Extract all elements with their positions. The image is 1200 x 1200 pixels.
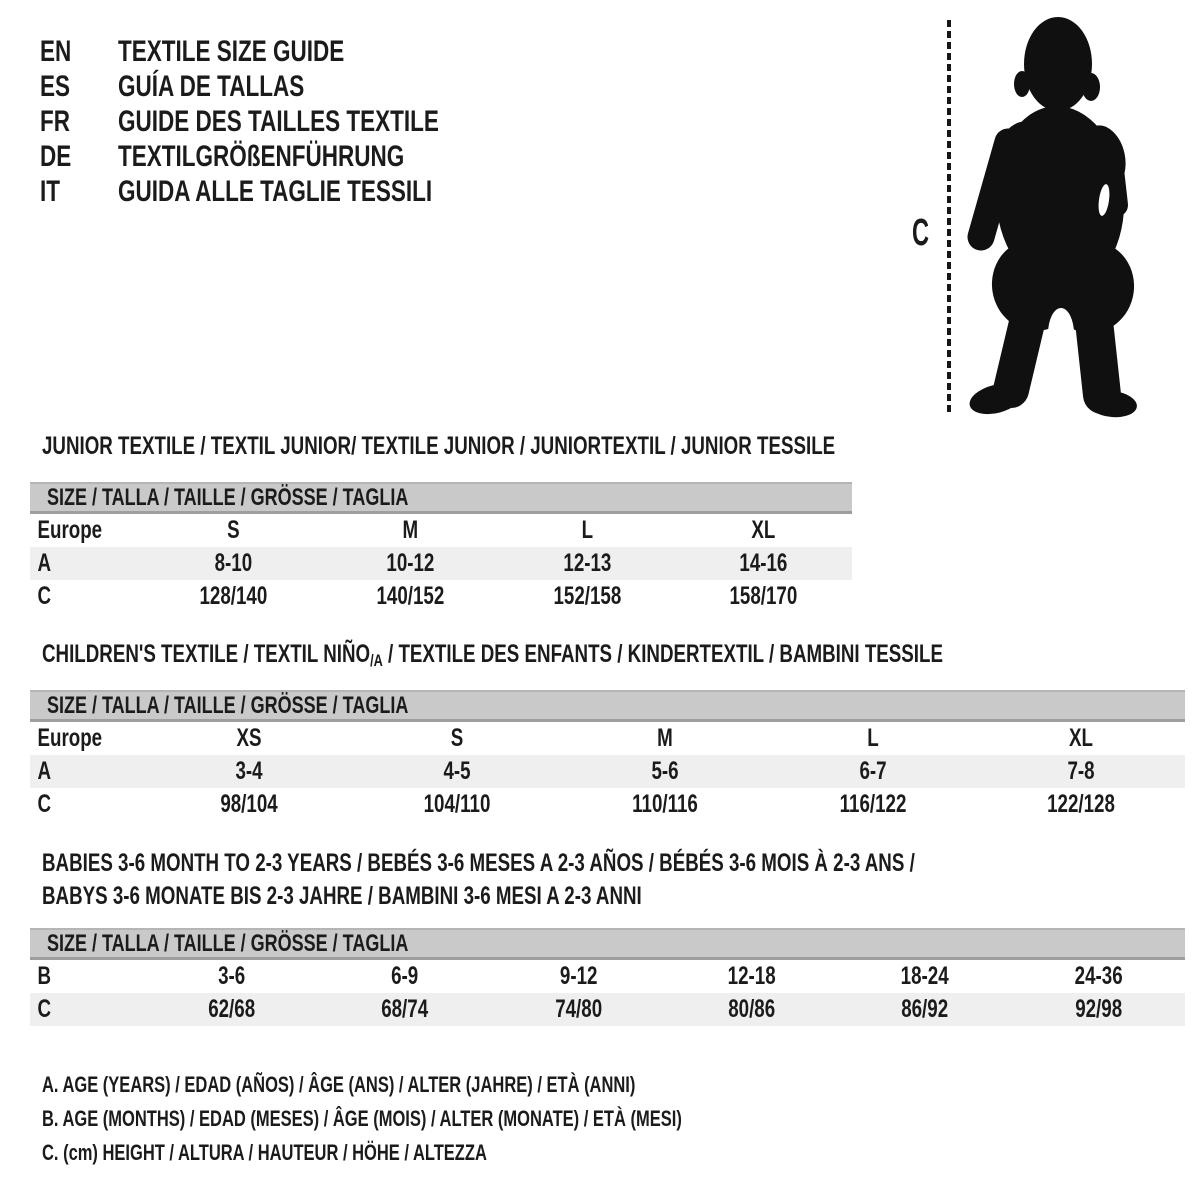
table-cell: 12-18 xyxy=(727,962,776,990)
table-cell: 140/152 xyxy=(376,582,445,610)
table-row-age xyxy=(30,755,1185,788)
language-code: DE xyxy=(40,139,72,173)
table-cell: 5-6 xyxy=(651,757,679,785)
language-row-fr xyxy=(40,104,546,139)
table-cell: 92/98 xyxy=(1074,995,1122,1023)
table-cell: L xyxy=(581,516,593,544)
language-row-it xyxy=(40,174,546,209)
language-title: GUIDE DES TAILLES TEXTILE xyxy=(118,104,439,138)
table-cell: S xyxy=(450,724,464,752)
row-label: A xyxy=(37,757,52,785)
table-cell: L xyxy=(867,724,879,752)
size-header-bar xyxy=(30,928,1185,960)
table-row-europe xyxy=(30,514,852,547)
language-title-list xyxy=(40,34,546,209)
language-title: GUIDA ALLE TAGLIE TESSILI xyxy=(118,174,433,208)
table-cell: XS xyxy=(236,724,262,752)
table-cell: 98/104 xyxy=(220,790,278,818)
junior-size-table xyxy=(30,482,852,613)
table-cell: M xyxy=(402,516,418,544)
language-code: EN xyxy=(40,34,72,68)
babies-size-table xyxy=(30,928,1185,1026)
table-cell: 6-7 xyxy=(859,757,887,785)
table-cell: 86/92 xyxy=(901,995,949,1023)
table-cell: 158/170 xyxy=(729,582,798,610)
legend xyxy=(42,1068,895,1170)
size-header-label: SIZE / TALLA / TAILLE / GRÖSSE / TAGLIA xyxy=(47,691,409,719)
row-label: Europe xyxy=(37,724,103,752)
size-header-label: SIZE / TALLA / TAILLE / GRÖSSE / TAGLIA xyxy=(47,929,409,957)
legend-line-c xyxy=(42,1136,895,1170)
row-label: Europe xyxy=(37,516,103,544)
language-title: TEXTILE SIZE GUIDE xyxy=(118,34,345,68)
size-header-bar xyxy=(30,482,852,514)
legend-text: B. AGE (MONTHS) / EDAD (MESES) / ÂGE (MOIS) / ALTER (MONATE) / ETÀ (MESI) xyxy=(42,1106,682,1131)
table-cell: 74/80 xyxy=(554,995,602,1023)
table-cell: 152/158 xyxy=(552,582,621,610)
row-label: A xyxy=(37,549,52,577)
nino-a-subscript: /A xyxy=(370,651,383,670)
language-row-en xyxy=(40,34,546,69)
table-cell: 7-8 xyxy=(1067,757,1095,785)
row-label: B xyxy=(37,962,52,990)
table-cell: 104/110 xyxy=(423,790,491,818)
table-row-height xyxy=(30,788,1185,821)
section-title-babies-line2 xyxy=(42,884,842,909)
table-cell: 14-16 xyxy=(739,549,788,577)
table-cell: 116/122 xyxy=(839,790,907,818)
table-cell: 62/68 xyxy=(208,995,256,1023)
language-row-es xyxy=(40,69,546,104)
language-title: TEXTILGRÖßENFÜHRUNG xyxy=(118,139,405,173)
table-cell: 4-5 xyxy=(443,757,471,785)
table-cell: XL xyxy=(751,516,776,544)
section-title-text: JUNIOR TEXTILE / TEXTIL JUNIOR/ TEXTILE JUNIOR / JUNIORTEXTIL / JUNIOR TESSILE xyxy=(42,432,836,460)
language-row-de xyxy=(40,139,546,174)
legend-line-a xyxy=(42,1068,895,1102)
table-row-months xyxy=(30,960,1185,993)
legend-text: C. (cm) HEIGHT / ALTURA / HAUTEUR / HÖHE / ALTEZZA xyxy=(42,1140,487,1165)
size-header-label: SIZE / TALLA / TAILLE / GRÖSSE / TAGLIA xyxy=(47,483,409,511)
table-row-height xyxy=(30,993,1185,1026)
legend-text: A. AGE (YEARS) / EDAD (AÑOS) / ÂGE (ANS) / ALTER (JAHRE) / ETÀ (ANNI) xyxy=(42,1072,636,1097)
section-title-text: BABYS 3-6 MONATE BIS 2-3 JAHRE / BAMBINI 3-6 MESI A 2-3 ANNI xyxy=(42,882,642,910)
table-cell: 24-36 xyxy=(1074,962,1123,990)
row-label: C xyxy=(37,995,52,1023)
table-cell: 6-9 xyxy=(391,962,419,990)
table-row-age xyxy=(30,547,852,580)
section-title-children xyxy=(42,642,1200,669)
table-cell: 10-12 xyxy=(386,549,435,577)
children-size-table xyxy=(30,690,1185,821)
section-title-text: BABIES 3-6 MONTH TO 2-3 YEARS / BEBÉS 3-6 MESES A 2-3 AÑOS / BÉBÉS 3-6 MOIS À 2-3 ANS / xyxy=(42,849,915,877)
size-header-bar xyxy=(30,690,1185,722)
table-cell: 9-12 xyxy=(559,962,598,990)
table-cell: 3-6 xyxy=(218,962,246,990)
row-label: C xyxy=(37,582,52,610)
language-code: ES xyxy=(40,69,71,103)
section-title-babies-line1 xyxy=(42,851,1200,876)
section-title-junior xyxy=(42,434,1100,459)
table-cell: 8-10 xyxy=(214,549,253,577)
height-measure-label: C xyxy=(912,212,930,254)
table-cell: 122/128 xyxy=(1047,790,1115,818)
language-code: FR xyxy=(40,104,70,138)
table-cell: 68/74 xyxy=(381,995,429,1023)
table-cell: 128/140 xyxy=(199,582,268,610)
table-cell: M xyxy=(657,724,673,752)
language-code: IT xyxy=(40,174,61,208)
table-cell: 12-13 xyxy=(562,549,611,577)
table-row-height xyxy=(30,580,852,613)
table-row-europe xyxy=(30,722,1185,755)
row-label: C xyxy=(37,790,52,818)
language-title: GUÍA DE TALLAS xyxy=(118,69,305,103)
height-dashed-line xyxy=(947,20,951,414)
table-cell: 3-4 xyxy=(235,757,263,785)
section-title-text: CHILDREN'S TEXTILE / TEXTIL NIÑO/A / TEXTILE DES ENFANTS / KINDERTEXTIL / BAMBINI TESSILE xyxy=(42,640,943,670)
table-cell: 110/116 xyxy=(632,790,698,818)
table-cell: 18-24 xyxy=(901,962,949,990)
legend-line-b xyxy=(42,1102,895,1136)
table-cell: XL xyxy=(1069,724,1093,752)
table-cell: 80/86 xyxy=(728,995,776,1023)
table-cell: S xyxy=(227,516,240,544)
